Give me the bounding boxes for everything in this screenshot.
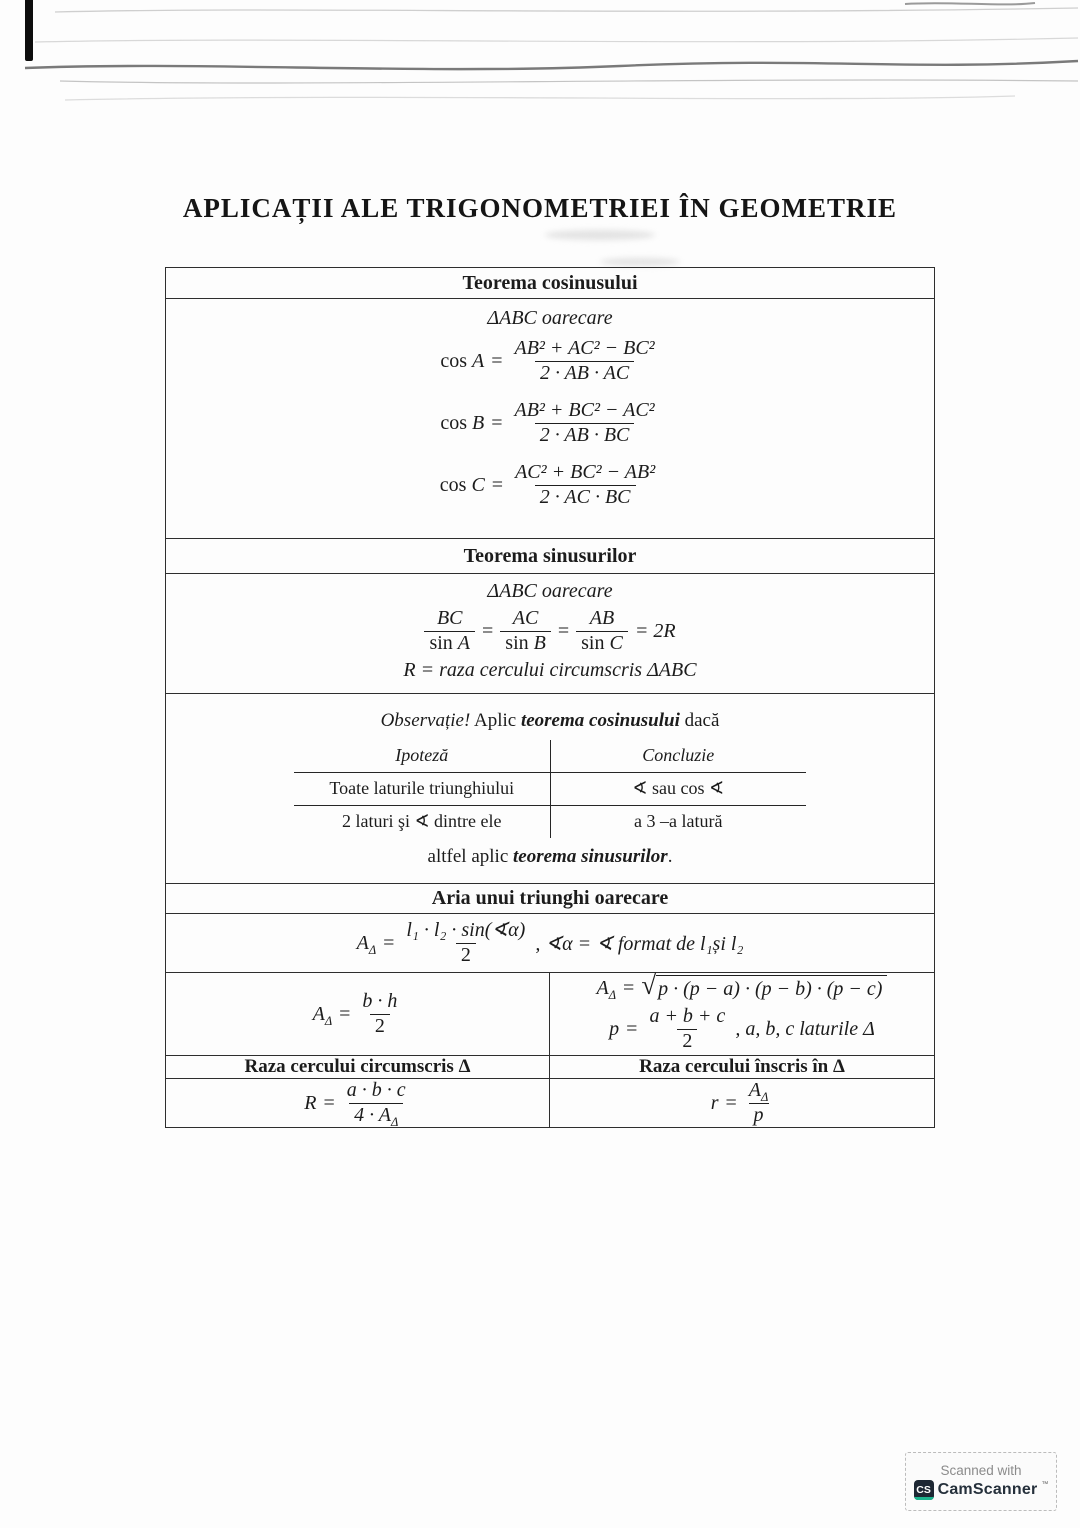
page-title: APLICAȚII ALE TRIGONOMETRIEI ÎN GEOMETRIE <box>182 193 898 223</box>
fraction-denominator: 2 <box>456 943 476 968</box>
camscanner-brand-label: CamScanner <box>937 1481 1038 1498</box>
inscribed-radius-header: Raza cercului înscris în Δ <box>639 1056 845 1078</box>
table-row <box>294 773 806 806</box>
fraction-numerator: BC <box>436 607 463 629</box>
cell-ipoteza: 2 laturi şi ∢ dintre ele <box>294 806 551 838</box>
semiperimeter-formula <box>609 1005 875 1053</box>
scanned-with-label: Scanned with <box>940 1463 1022 1478</box>
equals-sign: = <box>482 619 494 642</box>
fraction-denominator: sin A <box>424 631 475 656</box>
observation-section <box>166 694 934 884</box>
scan-smudge <box>600 258 680 266</box>
circumscribed-radius-header: Raza cercului circumscris Δ <box>166 1056 550 1078</box>
camscanner-logo-icon: CS <box>914 1480 934 1500</box>
heron-formula <box>596 970 888 1002</box>
fraction <box>644 1005 730 1053</box>
fraction <box>744 1079 774 1127</box>
equals-sign: = <box>323 1091 335 1114</box>
cos-b-formula <box>440 399 659 447</box>
inscribed-radius-cell <box>550 1079 934 1127</box>
equals-sign: = <box>491 473 504 496</box>
fraction-denominator: sin B <box>500 631 551 656</box>
circumscribed-radius-cell <box>166 1079 550 1127</box>
radii-formulas-row <box>166 1079 934 1127</box>
sine-law-result: = 2R <box>634 619 676 642</box>
square-root <box>641 970 887 1001</box>
formula-lhs: p <box>609 1017 620 1040</box>
fraction-numerator: AC² + BC² − AB² <box>515 461 656 484</box>
formula-lhs: $A_\Delta$ <box>356 931 377 957</box>
formula-table <box>165 267 935 1128</box>
section-header-teorema-cosinusului <box>166 268 934 299</box>
table-header-row <box>294 740 806 773</box>
fraction-denominator: p <box>749 1103 769 1128</box>
cell-ipoteza: Toate laturile triunghiului <box>294 773 551 805</box>
fraction <box>424 607 475 655</box>
hypothesis-conclusion-table <box>294 740 806 838</box>
equals-sign: = <box>557 619 570 642</box>
scan-artifact-bar <box>25 0 33 61</box>
scan-artifact-lines <box>0 0 1080 120</box>
radical-sign: √ <box>641 970 657 1000</box>
fraction-denominator: sin C <box>576 631 628 656</box>
fraction <box>510 337 660 385</box>
area-sine-formula <box>357 919 744 967</box>
fraction-numerator: $A_\Delta$ <box>748 1079 769 1105</box>
fraction-numerator: AC <box>512 607 539 629</box>
formula-lhs: cos A <box>440 349 485 372</box>
equals-sign: = <box>383 931 395 954</box>
fraction <box>500 607 551 655</box>
radii-headers-row <box>166 1056 934 1079</box>
fraction-numerator: b · h <box>362 990 398 1012</box>
fraction-numerator: a + b + c <box>649 1005 726 1027</box>
sine-law-formula <box>424 607 675 655</box>
equals-sign: = <box>623 976 635 999</box>
fraction <box>342 1079 411 1127</box>
equals-sign: = <box>491 349 503 372</box>
fraction <box>576 607 628 655</box>
circumradius-formula <box>304 1079 410 1127</box>
formula-lhs: r <box>710 1091 719 1114</box>
radicand: p · (p − a) · (p − b) · (p − c) <box>656 975 887 1001</box>
heron-cell <box>550 970 934 1055</box>
section-header-label: Aria unui triunghi oarecare <box>431 887 669 909</box>
section-header-label: Teorema sinusurilor <box>463 544 637 567</box>
section-header-aria <box>166 884 934 914</box>
fraction-numerator: AB² + AC² − BC² <box>514 337 655 359</box>
camscanner-brand-line <box>914 1480 1049 1500</box>
fraction-denominator: 2 · AB · AC <box>535 361 634 386</box>
fraction <box>510 399 660 447</box>
scan-smudge <box>545 230 655 240</box>
inradius-formula <box>711 1079 774 1127</box>
col-header-ipoteza: Ipoteză <box>294 740 551 772</box>
triangle-subtitle: ΔABC oarecare <box>487 580 613 602</box>
cell-concluzie: ∢ sau cos ∢ <box>632 778 725 798</box>
formula-lhs: cos B <box>440 411 485 434</box>
fraction-numerator: l₁ · l₂ · sin(∢α) <box>406 918 526 941</box>
area-formulas-row <box>166 970 934 1056</box>
fraction <box>401 919 530 967</box>
cosine-theorem-section <box>166 299 934 539</box>
equals-sign: = <box>725 1091 737 1114</box>
fraction-numerator: a · b · c <box>346 1079 406 1102</box>
sides-note-tail: , a, b, c laturile Δ <box>735 1017 875 1040</box>
fraction <box>510 461 660 509</box>
base-height-formula <box>313 990 403 1038</box>
cell-concluzie: a 3 –a latură <box>634 811 723 831</box>
observation-footer: altfel aplic teorema sinusurilor. <box>427 845 673 867</box>
fraction-denominator: 2 · AB · BC <box>535 423 635 448</box>
camscanner-watermark <box>905 1452 1057 1511</box>
sine-theorem-section <box>166 574 934 694</box>
fraction-numerator: AB <box>589 607 615 629</box>
area-sine-formula-row <box>166 914 934 973</box>
formula-lhs: cos C <box>439 473 485 496</box>
col-header-concluzie: Concluzie <box>642 745 715 765</box>
fraction-numerator: AB² + BC² − AC² <box>514 399 655 422</box>
section-header-teorema-sinusurilor <box>166 539 934 574</box>
equals-sign: = <box>339 1002 351 1025</box>
triangle-subtitle: ΔABC oarecare <box>487 307 613 329</box>
cos-a-formula <box>440 337 659 385</box>
formula-lhs: $A_\Delta$ <box>312 1002 333 1028</box>
fraction <box>357 990 402 1038</box>
angle-definition-tail: , ∢α = ∢ format de l₁și l₂ <box>535 932 744 955</box>
equals-sign: = <box>491 411 503 434</box>
fraction-denominator: 2 <box>370 1014 390 1039</box>
base-height-cell <box>166 973 550 1055</box>
fraction-denominator: 2 · AC · BC <box>535 485 636 510</box>
fraction-denominator: $4 \cdot A_\Delta$ <box>349 1103 403 1128</box>
equals-sign: = <box>626 1017 638 1040</box>
section-header-label: Teorema cosinusului <box>462 271 638 294</box>
formula-lhs: R <box>304 1091 317 1114</box>
trademark-symbol: ™ <box>1041 1481 1049 1488</box>
fraction-denominator: 2 <box>677 1029 697 1054</box>
formula-lhs: $A_\Delta$ <box>596 976 617 1002</box>
table-row <box>294 806 806 838</box>
observation-intro: Observație! Aplic teorema cosinusului dacă <box>380 709 720 731</box>
cos-c-formula <box>440 461 660 509</box>
circumradius-note: R = raza cercului circumscris ΔABC <box>403 659 697 682</box>
